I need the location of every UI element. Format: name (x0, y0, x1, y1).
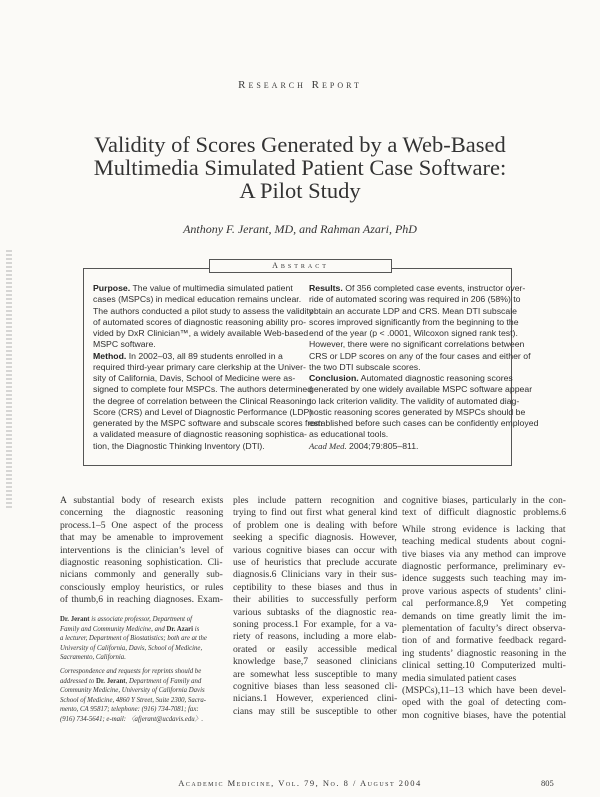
page-number: 805 (541, 778, 554, 788)
abstract-right-line: CRS or LDP scores on any of the four cases and either of (309, 350, 531, 361)
body-col3-line: idence suggests such teaching may im- (402, 573, 567, 585)
body-col3-line: oped with the goal of detecting com- (402, 697, 567, 709)
body-col2-line: cognitive biases than less seasoned cli- (233, 681, 398, 692)
body-col3-line: demands on time greatly limit the im- (402, 610, 566, 622)
body-col3-line: prove various aspects of students’ clini- (402, 585, 566, 597)
body-col2-line: soning process.1 For example, for a va- (233, 619, 397, 630)
body-col2-line: orated or easily accessible medical (233, 643, 398, 655)
body-col1-line: nicians commonly and generally sub- (60, 569, 223, 581)
body-col1-line: interventions is the clinician’s level of (60, 544, 224, 556)
abstract-right-line: as educational tools. (309, 429, 389, 440)
body-col2-line: trying to find out first what general kind (233, 507, 398, 519)
body-col3-line: cal performance.8,9 Yet competing (402, 598, 567, 610)
abstract-right-line: Results. Of 356 completed case events, instructor over- (309, 283, 526, 293)
body-col2-line: ples include pattern recognition and (233, 495, 398, 506)
footnote-line: Correspondence and requests for reprints should be (60, 668, 202, 675)
body-col2-line: various subtasks of the diagnostic rea- (233, 606, 397, 618)
body-col2-line: ceptibility to these biases and thus in (233, 581, 398, 593)
body-col2-line: seeking a specific diagnosis. However, (233, 532, 397, 544)
journal-footer: Academic Medicine, Vol. 79, No. 8 / August 2004 (178, 778, 422, 788)
abstract-right-line: nostic reasoning scores generated by MSPCs should be (309, 406, 526, 417)
footnote-line: Sacramento, California. (60, 654, 126, 662)
abstract-right-line: to lack criterion validity. The validity of automated diag- (309, 395, 520, 406)
abstract-left-line: signed to complete four MSPCs. The authors determined (93, 384, 313, 395)
abstract-left-line: of automated scores of diagnostic reasoning ability pro- (93, 316, 306, 327)
abstract-right-line: However, there were no significant correlations between (309, 339, 525, 350)
body-col3-line: cognitive biases, particularly in the con- (402, 495, 566, 506)
abstract-right-line: scores improved significantly from the beginning to the (309, 316, 519, 327)
body-col2-line: nicians.1 However, experienced clini- (233, 693, 398, 705)
abstract-left-line: tion, the Diagnostic Thinking Inventory (DTI). (93, 440, 265, 451)
abstract-right-line: the two DTI subscale scores. (309, 361, 421, 372)
footnote-line: Dr. Jerant is associate professor, Department of (60, 616, 193, 623)
body-col3-line: tion of and formative feedback regard- (402, 635, 567, 647)
abstract-right-line: ride of automated scoring was required in 206 (58%) to (309, 294, 521, 305)
body-col1-line: process.1–5 One aspect of the process (60, 519, 223, 531)
body-col3-line: mon cognitive biases, have the potential (402, 709, 566, 721)
body-col2-line: use of heuristics that preclude accurate (233, 557, 397, 568)
abstract-left-line: vided by DxR Clinician™, a widely available Web-based (93, 328, 309, 338)
body-col1-line: that may be amenable to improvement (60, 532, 224, 544)
body-col2-line: cians may still be susceptible to other (233, 705, 397, 717)
body-col1-line: consciously employ heuristics, or rules (60, 581, 224, 593)
article-title-line-2: Multimedia Simulated Patient Case Software: (93, 155, 507, 180)
body-col1-line: diagnostic reasoning sophistication. Cli- (60, 557, 223, 568)
author-line: Anthony F. Jerant, MD, and Rahman Azari, PhD (183, 222, 417, 236)
body-col3-line: media simulated patient cases (402, 672, 517, 684)
body-col3-line: While strong evidence is lacking that (402, 523, 566, 535)
body-col3-line: ing students’ diagnostic reasoning in the (402, 647, 567, 659)
body-col3-line: plementation of faculty’s direct observa- (402, 623, 566, 634)
body-col3-line: diagnostic performance, preliminary ev- (402, 561, 566, 572)
abstract-right-line: obtain an accurate LDP and CRS. Mean DTI subscale (309, 305, 517, 316)
section-label: Research Report (238, 79, 362, 91)
body-col1-line: concerning the diagnostic reasoning (60, 507, 224, 519)
abstract-left-line: The authors conducted a pilot study to assess the validity (93, 305, 314, 316)
abstract-right-line: generated by one widely available MSPC software appear (309, 384, 533, 395)
abstract-left-line: sity of California, Davis, School of Medicine were as- (93, 373, 296, 383)
body-col3-line: clinical setting.10 Computerized multi- (402, 660, 566, 672)
abstract-left-line: a validated measure of diagnostic reasoning sophistica- (93, 429, 307, 440)
abstract-left-line: required third-year primary care clerkship at the Univer- (93, 361, 306, 372)
footnote-line: Family and Community Medicine, and Dr. Azari is (60, 625, 200, 633)
abstract-left-line: Purpose. The value of multimedia simulated patient (93, 283, 293, 293)
abstract-left-line: cases (MSPCs) in medical education remains unclear. (93, 294, 302, 305)
footnote-line: a lecturer, Department of Biostatistics; both are at the (60, 635, 207, 643)
body-col2-line: various cognitive biases can occur with (233, 544, 398, 556)
body-col3-line: text of difficult diagnostic problems.6 (402, 507, 567, 519)
article-title-line-1: Validity of Scores Generated by a Web-Based (94, 132, 506, 157)
body-col1-line: A substantial body of research exists (60, 495, 224, 506)
body-col3-line: tive biases via any method can improve (402, 548, 566, 560)
body-col2-line: riety of reasons, including a more elab- (233, 631, 397, 643)
body-col2-line: are somewhat less susceptible to many (233, 668, 398, 680)
footnote-line: (916) 734-5641; e-mail: 〈afjerant@ucdavis.edu〉. (60, 716, 204, 723)
abstract-left-line: generated by the MSPC software and subscale scores from (93, 418, 323, 428)
abstract-left-line: Method. In 2002–03, all 89 students enrolled in a (93, 350, 283, 361)
abstract-left-line: Score (CRS) and Level of Diagnostic Performance (LDP) (93, 406, 313, 417)
footnote-line: University of California, Davis, School of Medicine, (60, 644, 203, 652)
body-col3-line: (MSPCs),11–13 which have been devel- (402, 685, 566, 696)
abstract-right-line: Acad Med. 2004;79:805–811. (309, 440, 419, 451)
abstract-right-line: Conclusion. Automated diagnostic reasoning scores (309, 373, 513, 383)
body-col2-line: diagnosis.6 Clinicians vary in their sus- (233, 569, 397, 581)
body-col2-line: their abilities to successfully perform (233, 594, 397, 606)
margin-download-notice (6, 250, 12, 510)
abstract-right-line: established before such cases can be confidently employed (309, 418, 539, 428)
abstract-left-line: MSPC software. (93, 339, 156, 350)
body-col3-line: teaching medical students about cogni- (402, 536, 566, 548)
abstract-left-line: the degree of correlation between the Clinical Reasoning (93, 395, 312, 406)
footnote-line: addressed to Dr. Jerant, Department of Family and (60, 677, 202, 685)
footnote-line: Community Medicine, University of California Davis (60, 687, 205, 695)
abstract-heading: Abstract (209, 259, 392, 273)
body-col1-line: of thumb,6 in reaching diagnoses. Exam- (60, 594, 223, 606)
footnote-line: School of Medicine, 4860 Y Street, Suite 2300, Sacra- (60, 696, 207, 704)
footnote-line: mento, CA 95817; telephone: (916) 734-7081; fax: (60, 706, 199, 714)
article-title-line-3: A Pilot Study (239, 178, 361, 203)
body-col2-line: knowledge base,7 seasoned clinicians (233, 656, 397, 668)
body-col2-line: of problem one is dealing with before (233, 519, 398, 531)
abstract-right-line: end of the year (p < .0001, Wilcoxon signed rank test). (309, 328, 518, 338)
